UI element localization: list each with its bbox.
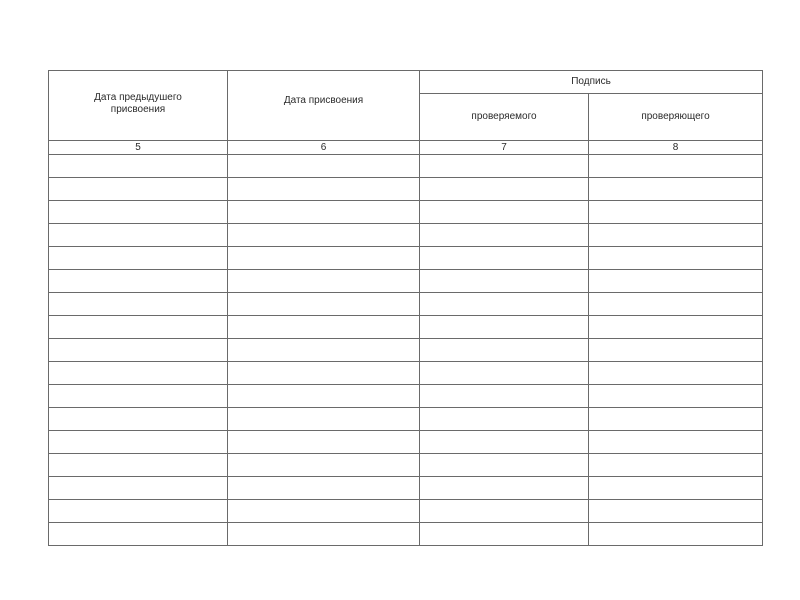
header-assignment-date xyxy=(228,71,420,141)
table-cell[interactable] xyxy=(49,339,228,362)
table-cell[interactable] xyxy=(589,270,763,293)
table-row xyxy=(49,477,763,500)
table-cell[interactable] xyxy=(589,408,763,431)
header-previous-assignment-date-line1: Дата предыдушего xyxy=(94,91,182,103)
table-cell[interactable] xyxy=(228,523,420,546)
table-cell[interactable] xyxy=(228,385,420,408)
table-row xyxy=(49,155,763,178)
table-cell[interactable] xyxy=(589,431,763,454)
table-cell[interactable] xyxy=(228,178,420,201)
table-cell[interactable] xyxy=(589,178,763,201)
table-cell[interactable] xyxy=(420,500,589,523)
header-previous-assignment-date-line2: присвоения xyxy=(110,103,166,115)
table-cell[interactable] xyxy=(49,431,228,454)
table-cell[interactable] xyxy=(49,247,228,270)
table-cell[interactable] xyxy=(228,155,420,178)
table-cell[interactable] xyxy=(420,339,589,362)
table-cell[interactable] xyxy=(420,431,589,454)
table-cell[interactable] xyxy=(228,224,420,247)
table-cell[interactable] xyxy=(420,178,589,201)
header-signature xyxy=(420,71,763,94)
table-cell[interactable] xyxy=(228,339,420,362)
header-signature-checker-label: проверяющего xyxy=(641,111,710,122)
table-cell[interactable] xyxy=(49,293,228,316)
table-cell[interactable] xyxy=(420,270,589,293)
table-cell[interactable] xyxy=(228,247,420,270)
table-cell[interactable] xyxy=(589,362,763,385)
table-cell[interactable] xyxy=(420,316,589,339)
table-cell[interactable] xyxy=(228,454,420,477)
table-cell[interactable] xyxy=(49,408,228,431)
table-cell[interactable] xyxy=(49,385,228,408)
table-row xyxy=(49,201,763,224)
table-cell[interactable] xyxy=(420,201,589,224)
table-cell[interactable] xyxy=(49,523,228,546)
table-cell[interactable] xyxy=(420,293,589,316)
table-cell[interactable] xyxy=(49,316,228,339)
table-cell[interactable] xyxy=(228,362,420,385)
table-cell[interactable] xyxy=(420,477,589,500)
table-row xyxy=(49,385,763,408)
table-cell[interactable] xyxy=(49,155,228,178)
table-cell[interactable] xyxy=(589,500,763,523)
table-cell[interactable] xyxy=(228,316,420,339)
table-cell[interactable] xyxy=(49,270,228,293)
column-number-row xyxy=(49,141,763,155)
header-signature-checker xyxy=(589,94,763,141)
table-cell[interactable] xyxy=(589,224,763,247)
table-cell[interactable] xyxy=(589,523,763,546)
table-row xyxy=(49,224,763,247)
table-cell[interactable] xyxy=(589,293,763,316)
table-cell[interactable] xyxy=(589,385,763,408)
table-row xyxy=(49,362,763,385)
table-row xyxy=(49,270,763,293)
table-cell[interactable] xyxy=(420,385,589,408)
column-number-cell: 7 xyxy=(420,141,589,155)
table-cell[interactable] xyxy=(420,362,589,385)
table-cell[interactable] xyxy=(589,454,763,477)
table-cell[interactable] xyxy=(49,224,228,247)
table-cell[interactable] xyxy=(420,224,589,247)
table-row xyxy=(49,316,763,339)
table-cell[interactable] xyxy=(420,155,589,178)
table-cell[interactable] xyxy=(49,178,228,201)
table-cell[interactable] xyxy=(589,155,763,178)
column-number-cell: 8 xyxy=(589,141,763,155)
header-previous-assignment-date xyxy=(49,71,228,141)
table-cell[interactable] xyxy=(420,523,589,546)
column-number-cell: 6 xyxy=(228,141,420,155)
table-row xyxy=(49,431,763,454)
table-row xyxy=(49,500,763,523)
table-cell[interactable] xyxy=(228,408,420,431)
record-table xyxy=(48,70,763,546)
table-cell[interactable] xyxy=(420,408,589,431)
table-cell[interactable] xyxy=(228,477,420,500)
table-cell[interactable] xyxy=(228,201,420,224)
table-cell[interactable] xyxy=(589,247,763,270)
header-signature-checked xyxy=(420,94,589,141)
table-row xyxy=(49,454,763,477)
table-row xyxy=(49,247,763,270)
column-number-cell: 5 xyxy=(49,141,228,155)
table-cell[interactable] xyxy=(49,500,228,523)
table-cell[interactable] xyxy=(228,431,420,454)
table-cell[interactable] xyxy=(49,201,228,224)
table-cell[interactable] xyxy=(228,270,420,293)
table-cell[interactable] xyxy=(589,201,763,224)
table-cell[interactable] xyxy=(589,316,763,339)
table-cell[interactable] xyxy=(420,454,589,477)
table-cell[interactable] xyxy=(228,293,420,316)
table-row xyxy=(49,339,763,362)
table-cell[interactable] xyxy=(49,362,228,385)
header-signature-label: Подпись xyxy=(571,76,611,87)
table-row xyxy=(49,408,763,431)
table-row xyxy=(49,178,763,201)
header-signature-checked-label: проверяемого xyxy=(471,111,537,122)
table-cell[interactable] xyxy=(228,500,420,523)
header-assignment-date-label: Дата присвоения xyxy=(283,94,364,106)
table-row xyxy=(49,523,763,546)
table-cell[interactable] xyxy=(589,477,763,500)
table-cell[interactable] xyxy=(49,477,228,500)
table-cell[interactable] xyxy=(589,339,763,362)
table-cell[interactable] xyxy=(49,454,228,477)
table-row xyxy=(49,293,763,316)
table-cell[interactable] xyxy=(420,247,589,270)
